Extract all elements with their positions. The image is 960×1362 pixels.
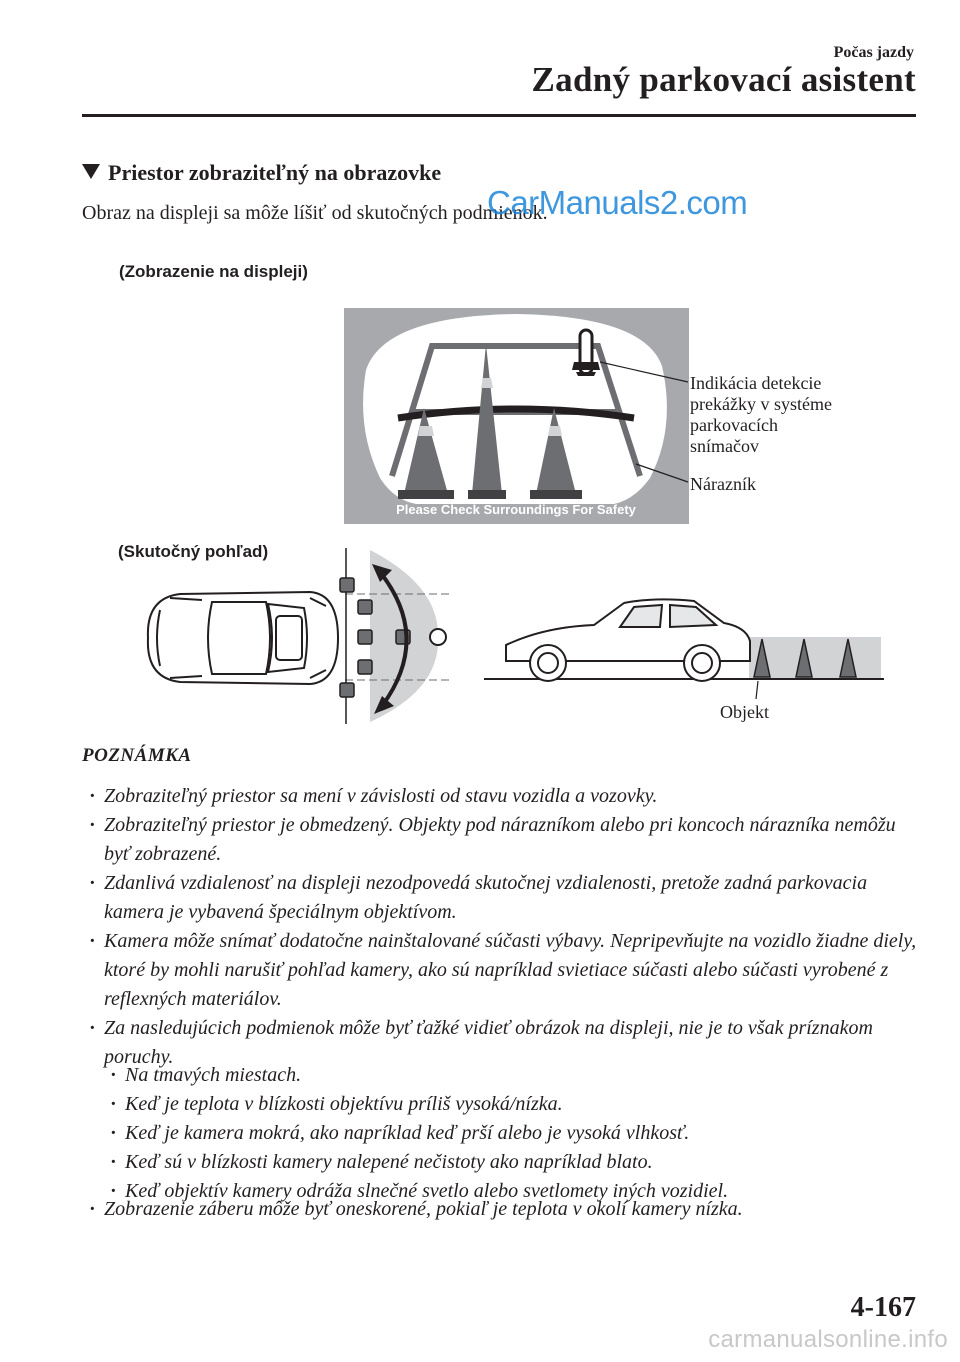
list-item: · Kamera môže snímať dodatočne nainštalované súčasti výbavy. Nepripevňujte na vozidlo žiadne diely, ktoré by mohli narušiť pohľad kamery, ako sú napríklad svietiace súčasti alebo súčasti vyrobené z reflexných materiálov.: [82, 927, 922, 1014]
list-item: · Keď objektív kamery odráža slnečné svetlo alebo svetlomety iných vozidiel.: [104, 1177, 904, 1206]
section-heading: [82, 160, 441, 186]
section-heading-text: Priestor zobraziteľný na obrazovke: [108, 160, 442, 185]
list-item: · Zobraziteľný priestor sa mení v závislosti od stavu vozidla a vozovky.: [82, 782, 922, 811]
list-item: · Na tmavých miestach.: [104, 1061, 904, 1090]
list-item: · Za nasledujúcich podmienok môže byť ťažké vidieť obrázok na displeji, nie je to však príznakom poruchy.: [82, 1014, 922, 1072]
list-item: · Keď je teplota v blízkosti objektívu príliš vysoká/nízka.: [104, 1090, 904, 1119]
callout-bumper: Nárazník: [690, 474, 756, 494]
note-title: POZNÁMKA: [82, 745, 192, 766]
car-top-view-icon: [148, 592, 338, 684]
car-side-view-illustration: [484, 595, 884, 705]
list-item: · Zobraziteľný priestor je obmedzený. Objekty pod nárazníkom alebo pri koncoch nárazníka nemôžu byť zobrazené.: [82, 811, 922, 869]
safety-banner-text: Please Check Surroundings For Safety: [396, 502, 636, 517]
list-item: · Zobrazenie záberu môže byť oneskorené, pokiaľ je teplota v okolí kamery nízka.: [82, 1195, 922, 1224]
caption-actual-view: (Skutočný pohľad): [118, 542, 269, 561]
object-leader-line: [756, 681, 758, 699]
note-list: [82, 782, 922, 1072]
car-top-view-illustration: [140, 546, 460, 726]
header-divider: [82, 114, 916, 117]
note-list-final: [82, 1195, 922, 1224]
watermark-text: CarManuals2.com: [487, 184, 748, 221]
callout-leader-lines: [600, 360, 690, 490]
callout-detection-line: snímačov: [690, 436, 759, 456]
callout-object: Objekt: [720, 702, 769, 722]
note-sub-list: [104, 1061, 904, 1206]
callout-detection-line: Indikácia detekcie: [690, 373, 822, 393]
callout-detection-indicator: [690, 373, 832, 457]
intro-paragraph: Obraz na displeji sa môže líšiť od skutočných podmienok.: [82, 202, 548, 224]
object-marker-icon: [430, 629, 446, 645]
callout-detection-line: parkovacích: [690, 415, 778, 435]
list-item: · Keď sú v blízkosti kamery nalepené nečistoty ako napríklad blato.: [104, 1148, 904, 1177]
list-item: · Zdanlivá vzdialenosť na displeji nezodpovedá skutočnej vzdialenosti, pretože zadná parkovacia kamera je vybavená špeciálnym objektívom.: [82, 869, 922, 927]
page-title: Zadný parkovací asistent: [531, 60, 916, 99]
page-number: 4-167: [850, 1292, 916, 1323]
triangle-bullet-icon: [82, 164, 100, 179]
callout-detection-line: prekážky v systéme: [690, 394, 832, 414]
header-section-label: Počas jazdy: [833, 44, 914, 61]
car-side-view-icon: [506, 599, 750, 681]
list-item: · Keď je kamera mokrá, ako napríklad keď prší alebo je vysoká vlhkosť.: [104, 1119, 904, 1148]
caption-display-view: (Zobrazenie na displeji): [119, 262, 308, 281]
footer-watermark: carmanualsonline.info: [708, 1326, 948, 1353]
